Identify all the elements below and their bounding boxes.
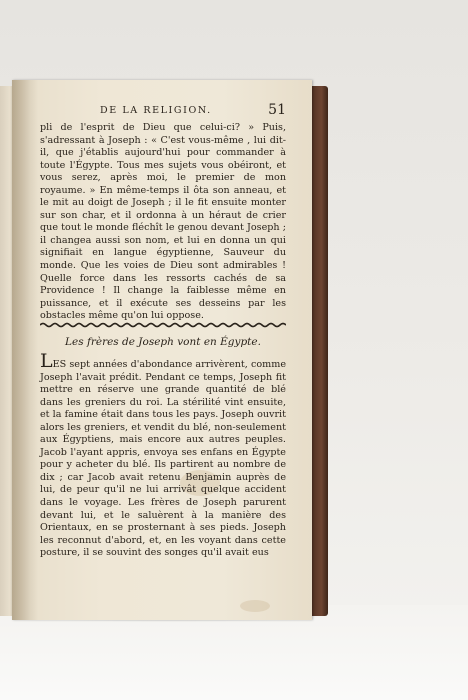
- paragraph-body: ES sept années d'abondance arrivèrent, comme Joseph l'avait prédit. Pendant ce temps, Joseph fit mettre en réserve une grande quantité de blé dans les greniers du roi. La stérilité vint ensuite, et la famine était dans tous les pays. Joseph ouvrit alors les greniers, et vendit du blé, non-seulement aux Égyptiens, mais encore aux autres peuples. Jacob l'ayant appris, envoya ses enfans en Égypte pour y acheter du blé. Ils partirent au nombre de dix ; car Jacob avait retenu Benjamin auprès de lui, de peur qu'il ne lui arrivât quelque accident dans le voyage. Les frères de Joseph parurent devant lui, et le saluèrent à la manière des Orientaux, en se prosternant à ses pieds. Joseph les reconnut d'abord, et, en les voyant dans cette posture, il se souvint des songes qu'il avait eus: [40, 359, 286, 559]
- section-divider: [40, 322, 286, 328]
- page-number: 51: [268, 102, 286, 118]
- section-title: Les frères de Joseph vont en Égypte.: [65, 336, 261, 348]
- paper-stain: [240, 600, 270, 612]
- drop-capital: L: [40, 350, 53, 372]
- running-head: DE LA RELIGION.: [100, 105, 212, 116]
- page-gutter-shadow: [12, 80, 38, 620]
- paragraph-continued: pli de l'esprit de Dieu que celui-ci? » Puis, s'adressant à Joseph : « C'est vous-même , lui dit-il, que j'établis aujourd'hui pour commander à toute l'Égypte. Tous mes sujets vous obéiront, et vous serez, après moi, le premier de mon royaume. » En même-temps il ôta son anneau, et le mit au doigt de Joseph ; il le fit ensuite monter sur son char, et il ordonna à un héraut de crier que tout le monde fléchît le genou devant Joseph ; il changea aussi son nom, et lui en donna un qui signifiait en langue égyptienne, Sauveur du monde. Que les voies de Dieu sont admirables ! Quelle force dans les ressorts cachés de sa Providence ! Il change la faiblesse même en puissance, et il exécute ses desseins par les obstacles même qu'on lui oppose.: [40, 122, 286, 322]
- page-header: [40, 104, 286, 120]
- paragraph-section: [40, 350, 286, 560]
